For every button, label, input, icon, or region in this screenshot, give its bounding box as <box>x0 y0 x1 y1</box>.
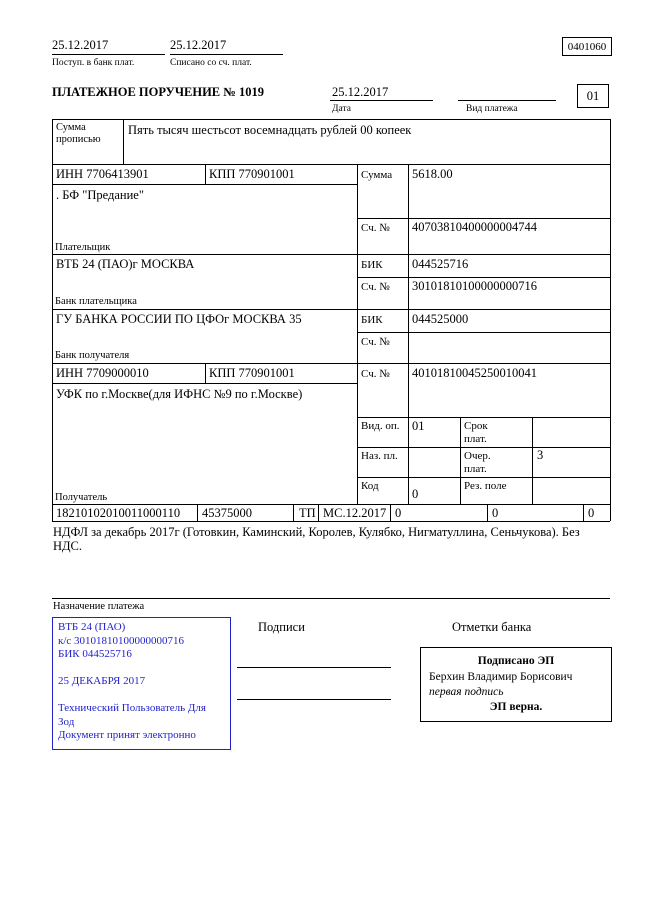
stamp-line: Технический Пользователь Для Зод <box>58 702 206 728</box>
stamp-line: к/с 30101810100000000716 <box>58 634 185 647</box>
grid-line-horizontal <box>357 417 610 418</box>
payer-bank-account-label: Сч. № <box>361 281 390 293</box>
grid-line-horizontal <box>52 254 610 255</box>
payer-bank-bik-label: БИК <box>361 259 383 271</box>
grid-line-horizontal <box>52 504 610 505</box>
grid-line-vertical <box>408 164 409 504</box>
code-label: Код <box>361 480 379 492</box>
payee-inn: ИНН 7709000010 <box>56 366 149 380</box>
payment-kind-label: Вид платежа <box>466 104 518 114</box>
status-code-box <box>577 84 609 108</box>
debited-from-account-label: Списано со сч. плат. <box>170 58 252 68</box>
grid-line-horizontal <box>52 309 610 310</box>
grid-line-horizontal <box>357 447 610 448</box>
payer-bank-bik-value: 044525716 <box>412 257 469 271</box>
payment-kind-underline <box>458 100 556 101</box>
reserve-field-label: Рез. поле <box>464 480 507 492</box>
document-title: ПЛАТЕЖНОЕ ПОРУЧЕНИЕ № 1019 <box>52 85 264 99</box>
grid-line-horizontal <box>52 598 610 599</box>
operation-kind-label: Вид. оп. <box>361 420 400 432</box>
grid-line-vertical <box>357 164 358 504</box>
signature-line-2 <box>237 699 391 700</box>
grid-line-vertical <box>532 417 533 504</box>
signature-stamp-box <box>420 647 612 722</box>
payee-bank-bik-value: 044525000 <box>412 312 469 326</box>
grid-line-horizontal <box>357 477 610 478</box>
payer-account-label: Сч. № <box>361 222 390 234</box>
bank-electronic-stamp <box>52 617 231 750</box>
payee-bank-account-label: Сч. № <box>361 336 390 348</box>
payment-purpose-label: Назначение платежа <box>53 601 145 612</box>
tax-doc-number: 0 <box>395 506 402 520</box>
stamp-line: 25 ДЕКАБРЯ 2017 <box>58 675 146 687</box>
payer-name: . БФ "Предание" <box>56 188 144 202</box>
grid-line-horizontal <box>52 184 357 185</box>
tax-payment-type: 0 <box>588 506 595 520</box>
document-date-underline <box>330 100 433 101</box>
form-code-box <box>562 37 612 56</box>
amount-words-label: Сумма прописью <box>56 122 101 145</box>
bank-marks-heading: Отметки банка <box>452 620 532 634</box>
payee-bank-field-label: Банк получателя <box>55 350 130 361</box>
amount-label: Сумма <box>361 169 393 181</box>
received-date-underline <box>52 54 165 55</box>
grid-line-horizontal <box>357 277 610 278</box>
stamp-line: Документ принят электронно <box>58 729 196 741</box>
grid-line-vertical <box>318 504 319 521</box>
grid-line-horizontal <box>357 218 610 219</box>
grid-line-vertical <box>52 119 53 521</box>
payee-bank-name: ГУ БАНКА РОССИИ ПО ЦФОг МОСКВА 35 <box>56 312 302 326</box>
signed-with-es-title: Подписано ЭП <box>477 655 555 667</box>
tax-doc-date: 0 <box>492 506 499 520</box>
grid-line-horizontal <box>52 383 357 384</box>
payee-kpp: КПП 770901001 <box>209 366 295 380</box>
payment-basis: ТП <box>299 506 316 520</box>
signature-line-1 <box>237 667 391 668</box>
payee-account-label: Сч. № <box>361 368 390 380</box>
due-date-label: Срок плат. <box>464 420 488 445</box>
document-date-value: 25.12.2017 <box>332 85 389 99</box>
debited-from-account-date: 25.12.2017 <box>170 38 227 52</box>
amount-words-value: Пять тысяч шестьсот восемнадцать рублей 00 копеек <box>128 123 412 137</box>
received-in-bank-label: Поступ. в банк плат. <box>52 58 135 68</box>
grid-line-horizontal <box>52 521 610 522</box>
amount-value: 5618.00 <box>412 167 453 181</box>
payer-bank-name: ВТБ 24 (ПАО)г МОСКВА <box>56 257 195 271</box>
payer-kpp: КПП 770901001 <box>209 167 295 181</box>
stamp-line: ВТБ 24 (ПАО) <box>58 621 126 633</box>
grid-line-vertical <box>205 164 206 184</box>
kbk-code: 18210102010011000110 <box>56 506 181 520</box>
grid-line-vertical <box>460 417 461 504</box>
status-code-value: 01 <box>586 88 600 103</box>
grid-line-vertical <box>610 119 611 521</box>
grid-line-vertical <box>583 504 584 521</box>
tax-period: МС.12.2017 <box>323 506 387 520</box>
payer-inn: ИНН 7706413901 <box>56 167 149 181</box>
payment-purpose-text: НДФЛ за декабрь 2017г (Готовкин, Каминский, Королев, Кулябко, Нигматуллина, Сеньчукова). Без НДС. <box>53 525 580 553</box>
grid-line-horizontal <box>52 119 610 120</box>
form-code-value: 0401060 <box>567 40 607 53</box>
payee-account-number: 40101810045250010041 <box>412 366 537 380</box>
payer-field-label: Плательщик <box>55 242 111 253</box>
grid-line-horizontal <box>52 363 610 364</box>
payee-name: УФК по г.Москве(для ИФНС №9 по г.Москве) <box>56 387 303 401</box>
received-in-bank-date: 25.12.2017 <box>52 38 109 52</box>
es-valid-text: ЭП верна. <box>489 701 543 713</box>
grid-line-vertical <box>197 504 198 521</box>
purpose-code-label: Наз. пл. <box>361 450 398 462</box>
grid-line-vertical <box>293 504 294 521</box>
signer-name: Берхин Владимир Борисович <box>429 671 573 683</box>
priority-value: 3 <box>537 448 544 462</box>
stamp-line <box>58 689 225 703</box>
grid-line-horizontal <box>52 164 610 165</box>
priority-label: Очер. плат. <box>464 450 491 475</box>
payee-field-label: Получатель <box>55 492 108 503</box>
grid-line-vertical <box>123 119 124 164</box>
grid-line-vertical <box>487 504 488 521</box>
grid-line-vertical <box>390 504 391 521</box>
operation-kind-value: 01 <box>412 419 425 433</box>
oktmo-code: 45375000 <box>202 506 252 520</box>
signatures-heading: Подписи <box>258 620 305 634</box>
stamp-line <box>58 662 225 676</box>
payer-account-number: 40703810400000004744 <box>412 220 537 234</box>
payer-bank-field-label: Банк плательщика <box>55 296 137 307</box>
document-date-label: Дата <box>332 104 351 114</box>
grid-line-horizontal <box>357 332 610 333</box>
grid-line-vertical <box>205 363 206 383</box>
debited-date-underline <box>170 54 283 55</box>
signature-role: первая подпись <box>429 686 504 698</box>
payer-bank-account-number: 30101810100000000716 <box>412 279 537 293</box>
stamp-line: БИК 044525716 <box>58 648 132 660</box>
code-value: 0 <box>412 487 419 501</box>
payee-bank-bik-label: БИК <box>361 314 383 326</box>
